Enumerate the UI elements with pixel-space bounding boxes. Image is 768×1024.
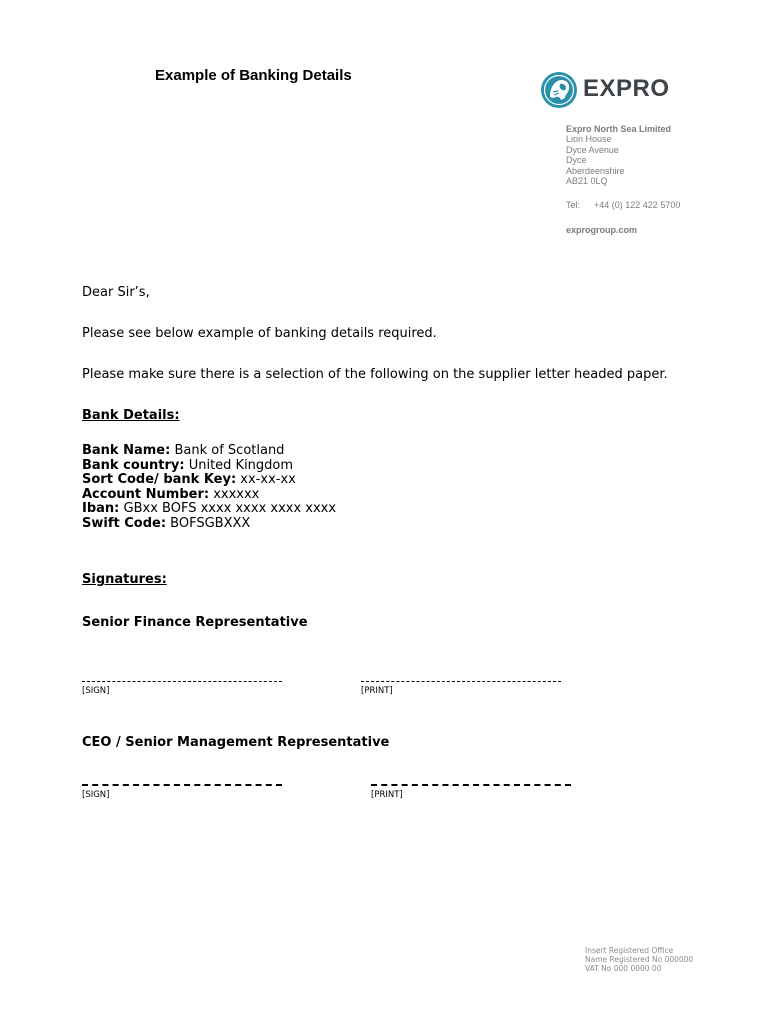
paragraph-1: Please see below example of banking details required. [82, 326, 437, 341]
website: exprogroup.com [566, 225, 638, 235]
bank-field-value: xxxxxx [213, 486, 260, 502]
bank-field-label: Account Number: [82, 486, 210, 502]
company-name: Expro North Sea Limited [566, 124, 672, 134]
address-line: Dyce [566, 155, 587, 166]
lion-icon [541, 72, 577, 108]
logo-wordmark: EXPRO [583, 75, 670, 102]
telephone [566, 200, 680, 210]
bank-field-label: Bank country: [82, 457, 185, 473]
senior-finance-role: Senior Finance Representative [82, 615, 308, 630]
company-address [566, 124, 671, 186]
print-line [361, 681, 561, 682]
bank-details-list [82, 444, 336, 531]
address-line: AB21 0LQ [566, 176, 608, 187]
bank-field [82, 473, 336, 488]
bank-field [82, 444, 336, 459]
tel-label: Tel: [566, 200, 581, 210]
bank-field-label: Bank Name: [82, 443, 171, 458]
address-line: Aberdeenshire [566, 165, 625, 176]
address-line: Dyce Avenue [566, 144, 619, 155]
address-line: Lion House [566, 134, 612, 145]
bank-field [82, 488, 336, 503]
bank-field-label: Iban: [82, 501, 120, 516]
bank-field [82, 517, 336, 532]
bank-details-heading: Bank Details: [82, 408, 180, 423]
bank-field-value: United Kingdom [188, 457, 294, 473]
print-label: [PRINT] [371, 790, 403, 800]
bank-field-label: Sort Code/ bank Key: [82, 472, 237, 487]
bank-field-value: GBxx BOFS xxxx xxxx xxxx xxxx [123, 501, 337, 516]
ceo-role: CEO / Senior Management Representative [82, 735, 390, 750]
print-label: [PRINT] [361, 686, 393, 696]
bank-field-value: xx-xx-xx [240, 472, 296, 487]
bank-field-value: Bank of Scotland [174, 443, 285, 458]
print-line [371, 784, 571, 786]
document-title: Example of Banking Details [155, 67, 352, 84]
paragraph-2: Please make sure there is a selection of the following on the supplier letter headed paper. [82, 367, 668, 382]
sign-label: [SIGN] [82, 790, 110, 800]
bank-field-label: Swift Code: [82, 515, 167, 531]
signatures-heading: Signatures: [82, 572, 167, 587]
bank-field [82, 459, 336, 474]
sign-line [82, 681, 282, 682]
registered-office-footer: Insert Registered Office Name Registered No 000000 VAT No 000 0000 00 [585, 946, 694, 973]
sign-line [82, 784, 282, 786]
bank-field [82, 502, 336, 517]
tel-number: +44 (0) 122 422 5700 [594, 200, 681, 210]
sign-label: [SIGN] [82, 686, 110, 696]
bank-field-value: BOFSGBXXX [170, 515, 251, 531]
greeting: Dear Sir’s, [82, 285, 150, 300]
